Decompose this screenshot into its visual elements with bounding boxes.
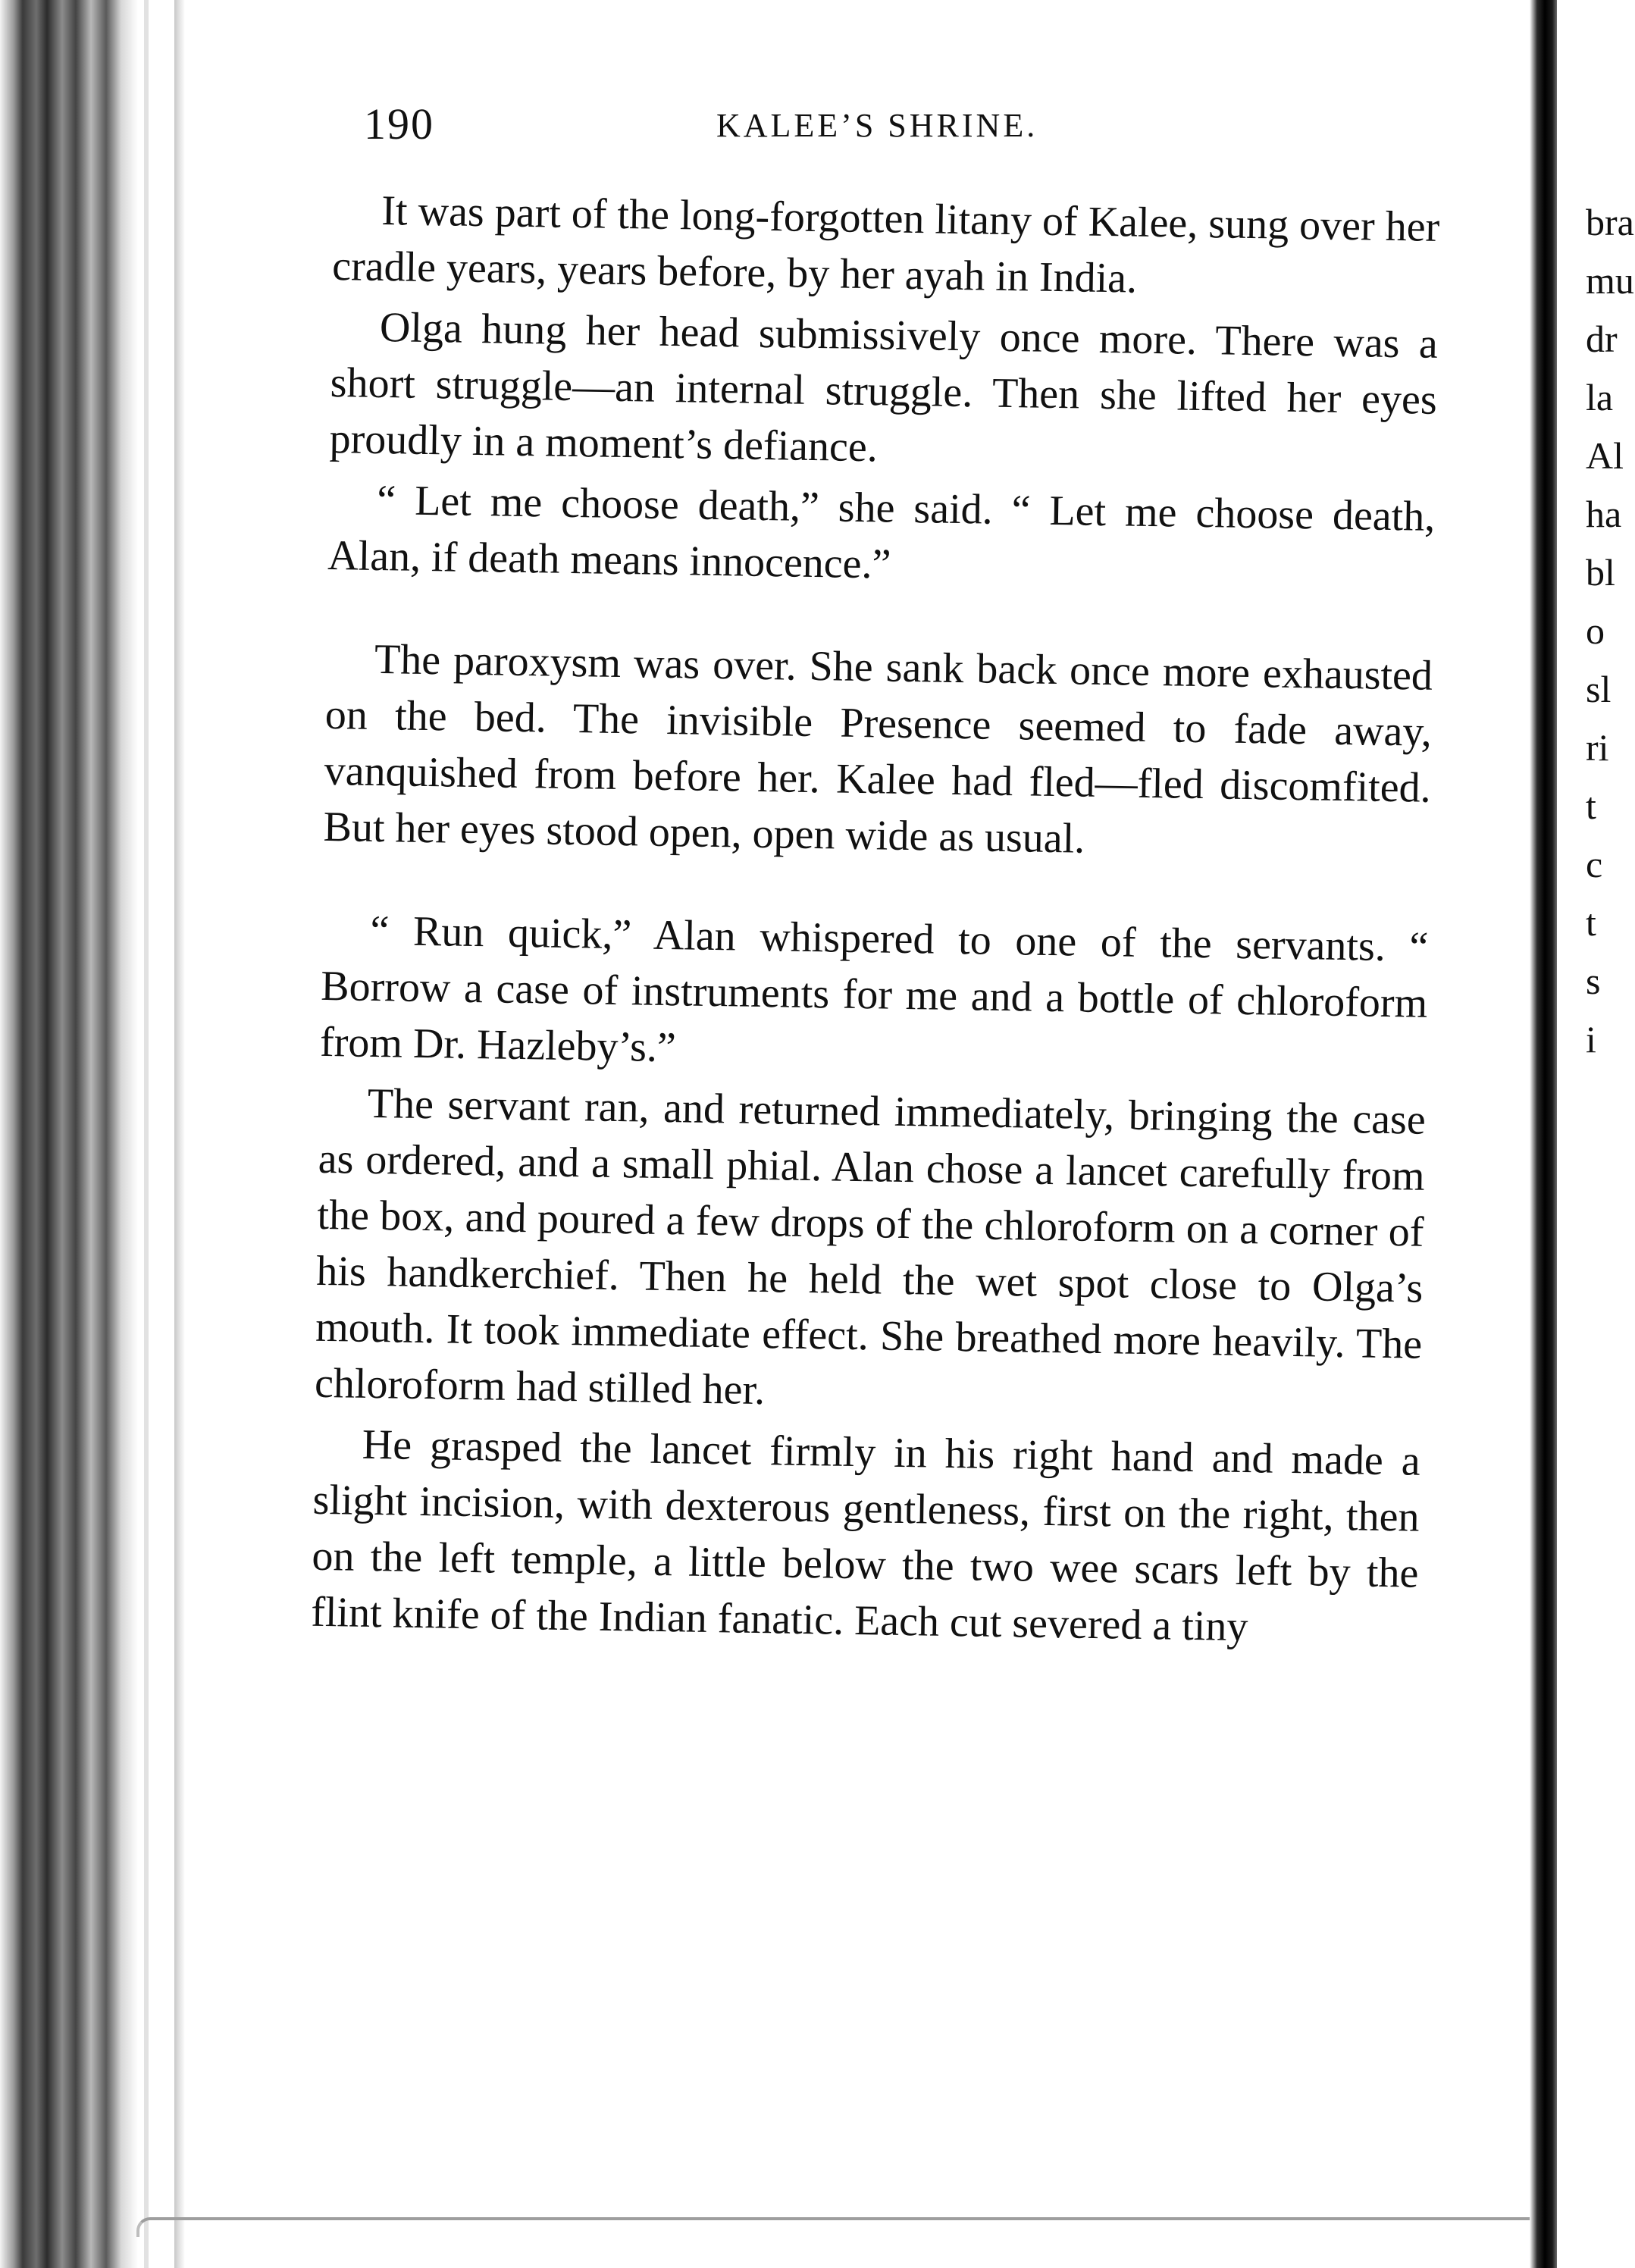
book-gutter [1530,0,1557,2268]
facing-page-fragment: mu [1586,259,1634,302]
facing-page-fragment: t [1586,785,1596,827]
page-number: 190 [364,99,434,149]
paragraph: The paroxysm was over. She sank back once more exhausted on the bed. The invisible Presence seemed to fade away, vanquished from before her. Kalee had fled—fled discomfited. But her eyes stood open, open wide as usual. [323,635,1433,863]
facing-page-fragment: c [1586,843,1603,885]
page-bottom-edge [136,2217,1542,2237]
facing-page-fragment: t [1586,901,1596,944]
book-spine-edge [0,0,144,2268]
facing-page [1557,0,1635,2268]
facing-page-fragment: bl [1586,551,1615,594]
facing-page-fragment: bra [1586,201,1634,243]
paragraph: “ Let me choose death,” she said. “ Let me choose death, Alan, if death means innocence.” [327,476,1436,588]
facing-page-fragment: Al [1586,434,1624,477]
page-header [364,99,1440,152]
facing-page-fragment: o [1586,609,1605,652]
body-text [311,182,1440,1658]
running-head: KALEE’S SHRINE. [716,107,1038,144]
paragraph: He grasped the lancet firmly in his right hand and made a slight incision, with dexterous gentleness, first on the right, then on the left temple, a little below the two wee scars left by the flint knife of the Indian fanatic. Each cut severed a tiny [310,1421,1421,1651]
facing-page-fragment: i [1586,1018,1596,1060]
facing-page-fragment: la [1586,376,1614,418]
page-edge-shadow [174,0,185,2268]
facing-page-fragment: ri [1586,726,1609,769]
facing-page-fragment: sl [1586,668,1612,710]
paragraph: “ Run quick,” Alan whispered to one of the servants. “ Borrow a case of instruments for me and a bottle of chloroform from Dr. Hazleby’s.” [319,907,1429,1072]
paragraph: Olga hung her head submissively once more. There was a short struggle—an internal struggle. Then she lifted her eyes proudly in a moment’s defiance. [329,303,1439,471]
facing-page-fragment: ha [1586,493,1622,535]
facing-page-fragment: dr [1586,318,1618,360]
paragraph: The servant ran, and returned immediately, bringing the case as ordered, and a small phial. Alan chose a lancet carefully from the box, and poured a few drops of the chloroform on a corner of his handkerchief. Then he held the wet spot close to Olga’s mouth. It took immediate effect. She breathed more heavily. The chloroform had stilled her. [314,1079,1427,1414]
facing-page-fragment: s [1586,960,1601,1002]
paragraph: It was part of the long-forgotten litany of Kalee, sung over her cradle years, years before, by her ayah in India. [331,187,1440,302]
